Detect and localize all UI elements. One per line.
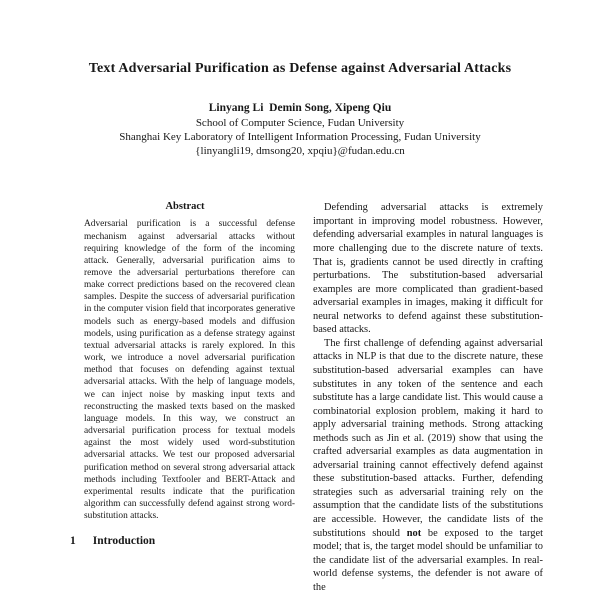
author-emails: {linyangli19, dmsong20, xpqiu}@fudan.edu.cn [195, 144, 405, 157]
left-column [70, 201, 300, 594]
abstract-body: Adversarial purification is a successful defense mechanism against adversarial attacks without requiring knowledge of the form of the incoming attack. Generally, adversarial purification aims to remove the adversarial perturbations therefore can make correct predictions based on the recovered clean samples. Despite the success of adversarial purification in the computer vision field that incorporates generative models such as energy-based models and diffusion models, using purification as a defense strategy against textual adversarial attacks is rarely explored. In this work, we introduce a novel adversarial purification method that focuses on defending against textual adversarial attacks. With the help of language models, we can inject noise by masking input texts and reconstructing the masked texts based on the masked language models. In this way, we construct an adversarial purification process for textual models against the most widely used word-substitution adversarial attacks. We test our proposed adversarial purification method on several strong adversarial attack methods including Textfooler and BERT-Attack and experimental results indicate that the purification algorithm can successfully defend against strong word-substitution attacks. [84, 219, 295, 522]
section-title: Introduction [92, 535, 156, 548]
affiliation-school: School of Computer Science, Fudan University [195, 117, 405, 129]
two-column-body [70, 201, 543, 594]
authors-block [0, 102, 600, 158]
intro-paragraph-2 [313, 337, 543, 594]
author-names: Linyang Li Demin Song, Xipeng Qiu [208, 102, 392, 114]
affiliation-lab: Shanghai Key Laboratory of Intelligent Information Processing, Fudan University [119, 130, 481, 143]
intro-paragraph-2-bold-not: not [406, 527, 422, 539]
section-heading-introduction [70, 535, 300, 547]
intro-paragraph-2-part2: be exposed to the target model; that is, the target model should be unfamiliar to the candidate list of the adversarial examples. In real-world defense systems, the defender is not aware of the [313, 527, 543, 593]
paper-title: Text Adversarial Purification as Defense against Adversarial Attacks [88, 61, 512, 76]
intro-paragraph-2-part1: The first challenge of defending against adversarial attacks in NLP is that due to the discrete nature, these substitution-based adversarial examples can have substitutes in any token of the sentence and each substitute has a large candidate list. This would cause a combinatorial explosion problem, making it hard to apply adversarial training methods. Strong attacking methods such as Jin et al. (2019) show that using the crafted adversarial examples as data augmentation in adversarial training cannot effectively defend against these substitution-based attacks. Further, defending strategies such as adversarial training rely on the assumption that the candidate lists of the substitutions are accessible. However, the candidate lists of the substitutions should [313, 337, 543, 539]
abstract-heading: Abstract [165, 201, 205, 213]
right-column [313, 201, 543, 594]
section-number: 1 [70, 535, 76, 548]
intro-paragraph-1: Defending adversarial attacks is extremely important in improving model robustness. However, defending adversarial examples in natural languages is more challenging due to the discrete nature of texts. That is, gradients cannot be used directly in crafting perturbations. The substitution-based adversarial examples are more complicated than gradient-based adversarial examples in images, making it difficult for neural networks to defend against these substitution-based attacks. [313, 202, 543, 336]
